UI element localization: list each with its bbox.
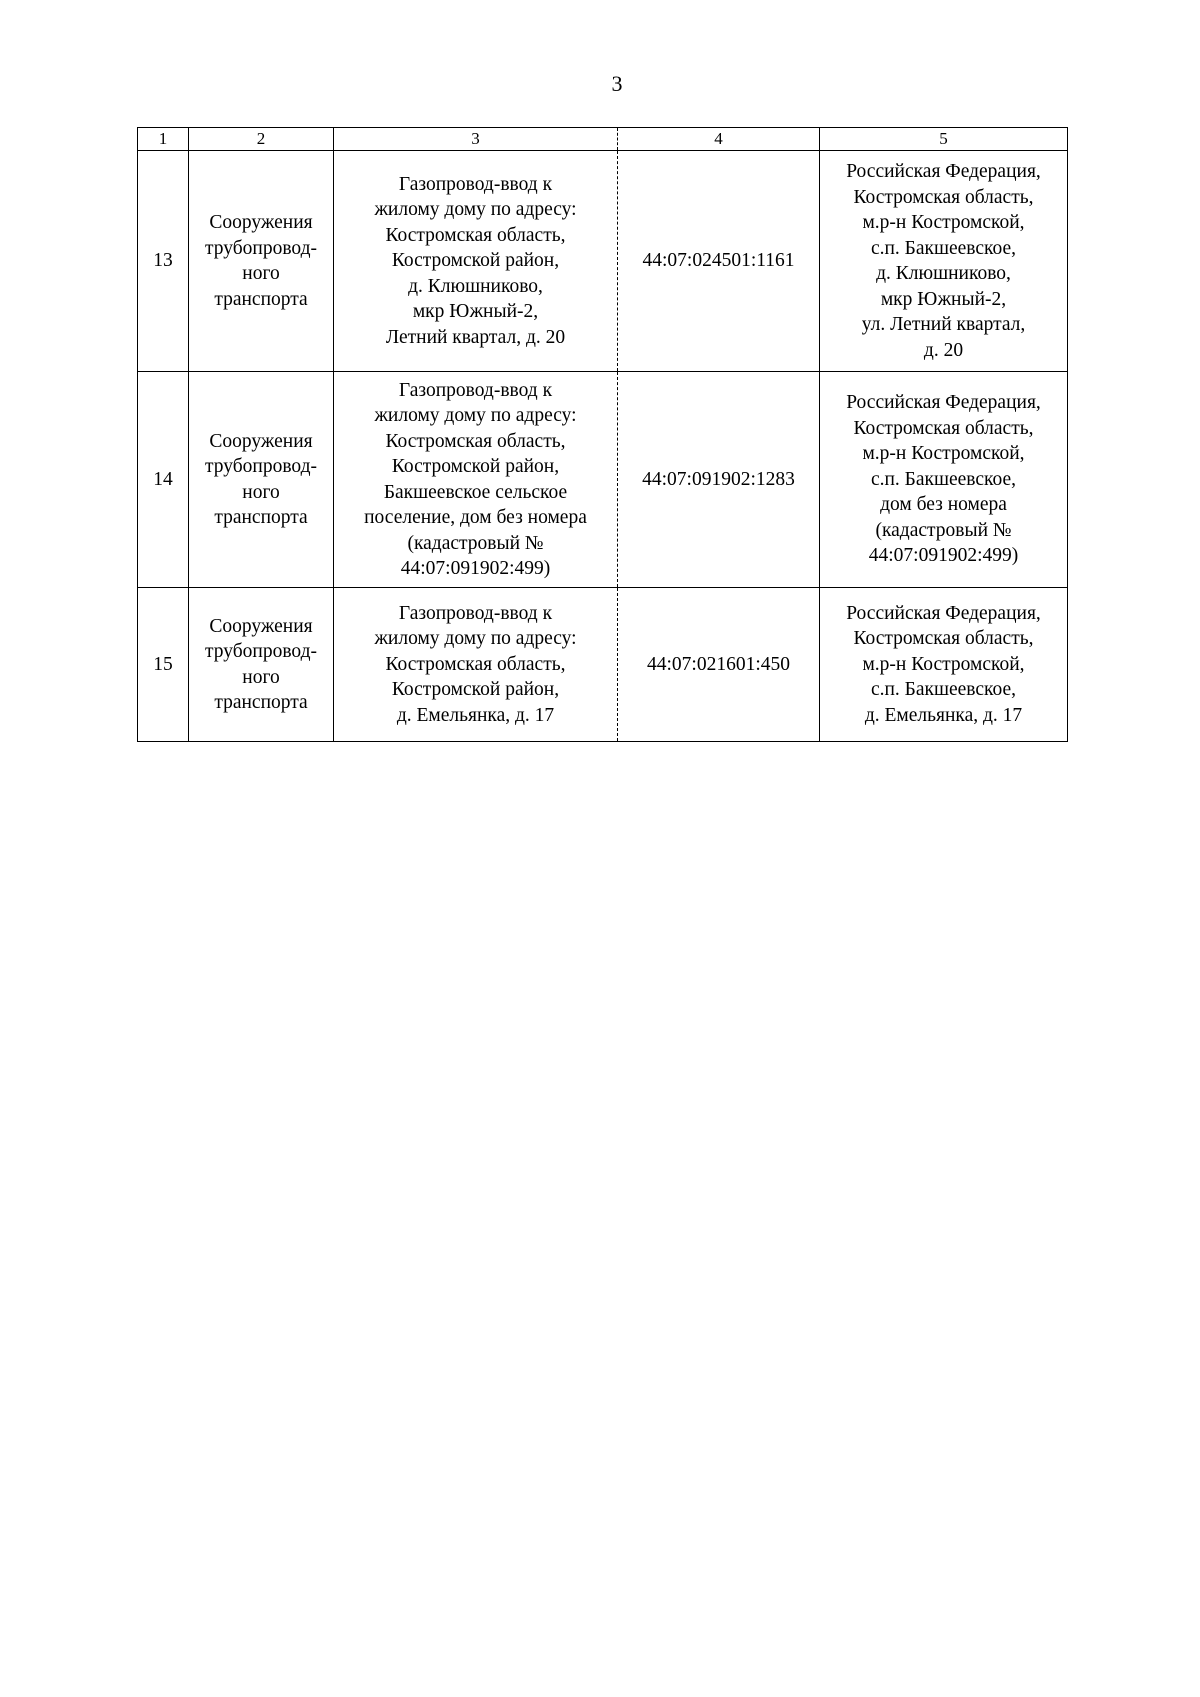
object-name-cell: Газопровод-ввод к жилому дому по адресу: Костромская область, Костромской район, д. Емельянка, д. 17 [334,588,618,742]
cadastral-number-cell: 44:07:091902:1283 [618,372,820,588]
object-name-cell: Газопровод-ввод к жилому дому по адресу: Костромская область, Костромской район, д. Клюшниково, мкр Южный-2, Летний квартал, д. 20 [334,151,618,372]
row-number-cell: 14 [138,372,189,588]
object-type-cell: Сооружения трубопровод- ного транспорта [189,588,334,742]
object-name-cell: Газопровод-ввод к жилому дому по адресу: Костромская область, Костромской район, Бакшеевское сельское поселение, дом без номера (кадастровый № 44:07:091902:499) [334,372,618,588]
row-number-cell: 15 [138,588,189,742]
table-row [138,372,1068,588]
table-row [138,151,1068,372]
column-header-4: 4 [618,128,820,151]
cadastral-number-cell: 44:07:021601:450 [618,588,820,742]
property-table [137,127,1068,742]
object-address-cell: Российская Федерация, Костромская область, м.р-н Костромской, с.п. Бакшеевское, д. Клюшниково, мкр Южный-2, ул. Летний квартал, д. 20 [820,151,1068,372]
object-type-cell: Сооружения трубопровод- ного транспорта [189,151,334,372]
column-header-2: 2 [189,128,334,151]
column-header-1: 1 [138,128,189,151]
column-header-3: 3 [334,128,618,151]
column-header-5: 5 [820,128,1068,151]
page-number: 3 [611,71,623,96]
object-address-cell: Российская Федерация, Костромская область, м.р-н Костромской, с.п. Бакшеевское, д. Емельянка, д. 17 [820,588,1068,742]
object-type-cell: Сооружения трубопровод- ного транспорта [189,372,334,588]
object-address-cell: Российская Федерация, Костромская область, м.р-н Костромской, с.п. Бакшеевское, дом без номера (кадастровый № 44:07:091902:499) [820,372,1068,588]
row-number-cell: 13 [138,151,189,372]
table-row [138,588,1068,742]
table-header-row [138,128,1068,151]
cadastral-number-cell: 44:07:024501:1161 [618,151,820,372]
